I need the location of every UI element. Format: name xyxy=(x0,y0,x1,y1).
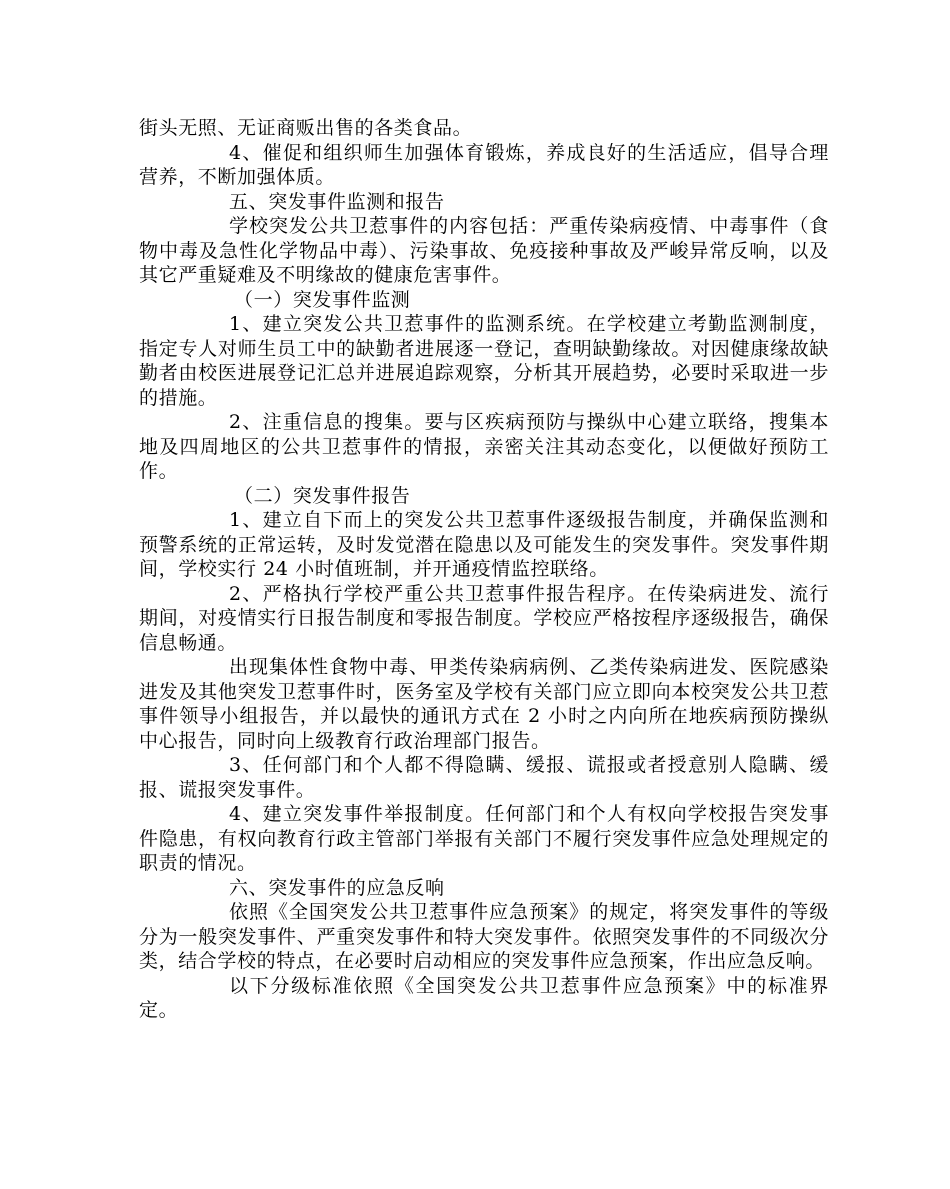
paragraph-reporting-4: 4、建立突发事件举报制度。任何部门和个人有权向学校报告突发事件隐患，有权向教育行政主管部门举报有关部门不履行突发事件应急处理规定的职责的情况。 xyxy=(139,803,829,874)
paragraph-continuation: 街头无照、无证商贩出售的各类食品。 xyxy=(139,117,473,139)
paragraph-reporting-2: 2、严格执行学校严重公共卫惹事件报告程序。在传染病进发、流行期间，对疫情实行日报告制度和零报告制度。学校应严格按程序逐级报告，确保信息畅通。 xyxy=(139,582,829,654)
paragraph-item-4-health: 4、催促和组织师生加强体育锻炼，养成良好的生活适应，倡导合理营养，不断加强体质。 xyxy=(139,141,829,188)
paragraph-reporting-1: 1、建立自下而上的突发公共卫惹事件逐级报告制度，并确保监测和预警系统的正常运转，及时发觉潜在隐患以及可能发生的突发事件。突发事件期间，学校实行 24 小时值班制，并开通疫情监控联络。 xyxy=(139,509,829,580)
paragraph-monitoring-1: 1、建立突发公共卫惹事件的监测系统。在学校建立考勤监测制度，指定专人对师生员工中的缺勤者进展逐一登记，查明缺勤缘故。对因健康缘故缺勤者由校医进展登记汇总并进展追踪观察，分析其开展趋势，必要时采取进一步的措施。 xyxy=(139,313,829,409)
section-heading-6: 六、突发事件的应急反响 xyxy=(229,876,445,899)
paragraph-grading-standard: 以下分级标准依照《全国突发公共卫惹事件应急预案》中的标准界定。 xyxy=(139,974,829,1021)
paragraph-reporting-outbreak: 出现集体性食物中毒、甲类传染病病例、乙类传染病进发、医院感染进发及其他突发卫惹事件时，医务室及学校有关部门应立即向本校突发公共卫惹事件领导小组报告，并以最快的通讯方式在 2 小时之内向所在地疾病预防操纵中心报告，同时向上级教育行政治理部门报告。 xyxy=(139,656,829,752)
paragraph-reporting-3: 3、任何部门和个人都不得隐瞒、缓报、谎报或者授意别人隐瞒、缓报、谎报突发事件。 xyxy=(139,754,829,801)
paragraph-monitoring-2: 2、注重信息的搜集。要与区疾病预防与操纵中心建立联络，搜集本地及四周地区的公共卫惹事件的情报，亲密关注其动态变化，以便做好预防工作。 xyxy=(139,411,829,482)
paragraph-response-levels: 依照《全国突发公共卫惹事件应急预案》的规定，将突发事件的等级分为一般突发事件、严重突发事件和特大突发事件。依照突发事件的不同级次分类，结合学校的特点，在必要时启动相应的突发事件应急预案，作出应急反响。 xyxy=(139,901,829,972)
subsection-heading-monitoring: （一）突发事件监测 xyxy=(234,288,411,311)
subsection-heading-reporting: （二）突发事件报告 xyxy=(234,484,411,507)
document-body xyxy=(139,116,829,1023)
section-heading-5: 五、突发事件监测和报告 xyxy=(229,190,445,213)
paragraph-event-scope: 学校突发公共卫惹事件的内容包括：严重传染病疫情、中毒事件（食物中毒及急性化学物品中毒）、污染事故、免疫接种事故及严峻异常反响，以及其它严重疑难及不明缘故的健康危害事件。 xyxy=(139,215,829,286)
